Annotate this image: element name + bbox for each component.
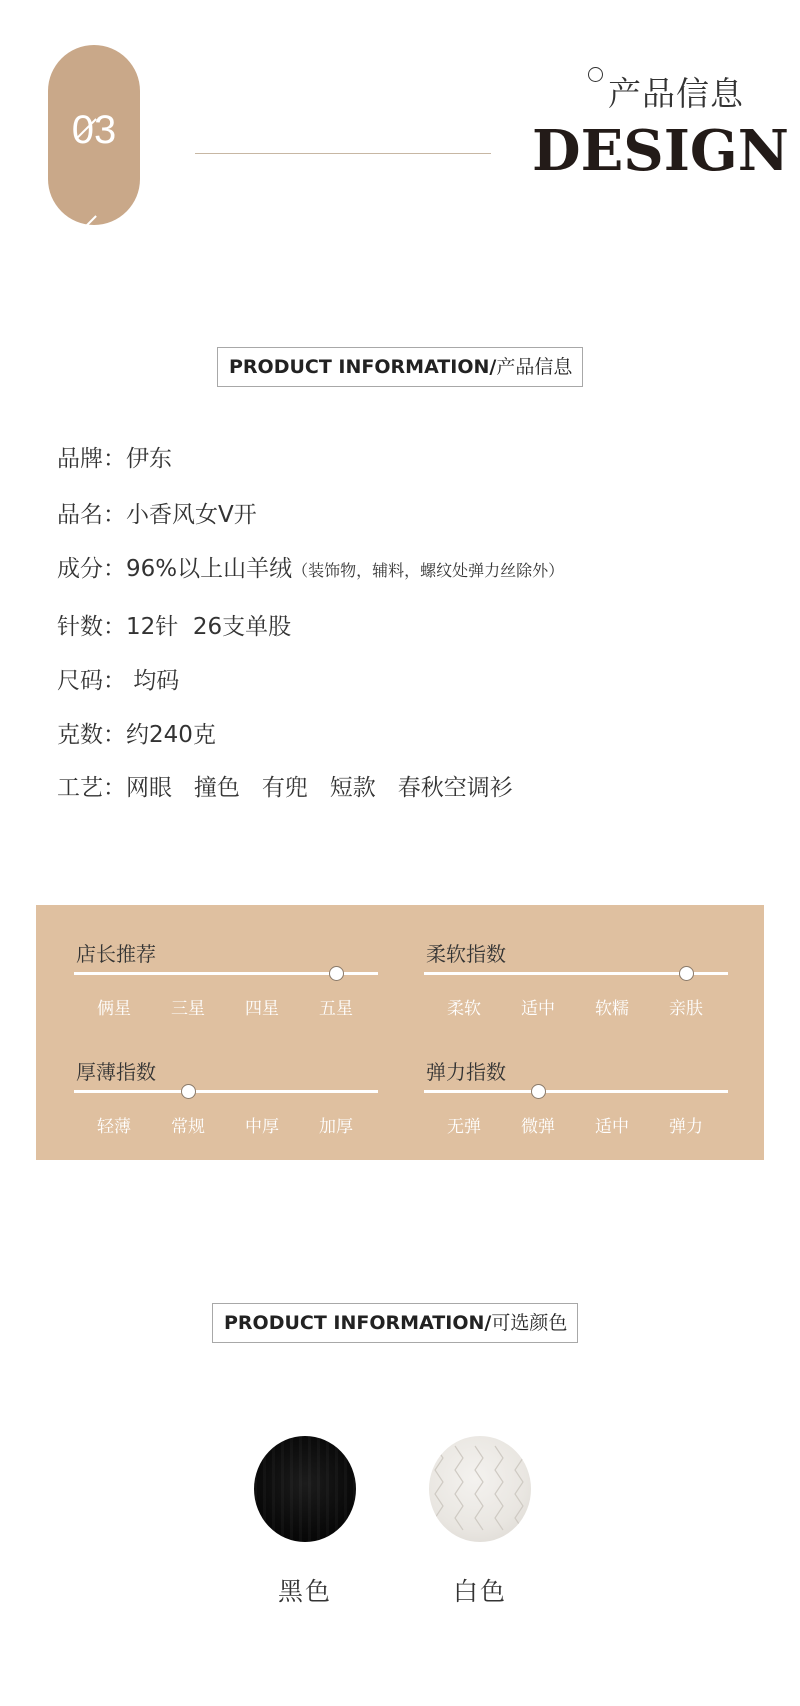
spec-value: 伊东 [126, 446, 172, 472]
spec-composition [57, 550, 564, 583]
header-divider [195, 153, 491, 154]
index-knob [679, 966, 694, 981]
index-knob [329, 966, 344, 981]
index-title: 店长推荐 [76, 942, 156, 966]
color-swatch-white [429, 1436, 531, 1542]
section-title-cn: 可选颜色 [491, 1312, 568, 1334]
section-title-product-info [217, 347, 583, 387]
index-knob [181, 1084, 196, 1099]
circle-icon [588, 67, 603, 82]
spec-craft [57, 769, 513, 802]
color-label: 黑色 [277, 1577, 332, 1606]
index-option: 四星 [245, 999, 279, 1019]
spec-value: 96%以上山羊绒 [126, 556, 293, 582]
section-title-en: PRODUCT INFORMATION/ [224, 1312, 492, 1334]
spec-value: 12针 26支单股 [126, 614, 292, 640]
index-option: 常规 [171, 1117, 205, 1137]
spec-value: 小香风女V开 [126, 502, 257, 528]
index-option: 柔软 [447, 999, 481, 1019]
index-softness [424, 938, 728, 1028]
spec-note: （装饰物，辅料，螺纹处弹力丝除外） [292, 561, 565, 580]
index-elasticity [424, 1056, 728, 1146]
spec-needle-count [57, 608, 291, 641]
spec-key: 品牌： [57, 446, 126, 472]
index-title: 柔软指数 [426, 942, 506, 966]
spec-value: 约240克 [126, 722, 216, 748]
index-option: 亲肤 [669, 999, 703, 1019]
index-option: 五星 [319, 999, 353, 1019]
color-label: 白色 [452, 1577, 507, 1606]
index-option: 适中 [595, 1117, 629, 1137]
index-option: 微弹 [521, 1117, 555, 1137]
spec-size [57, 662, 179, 695]
index-option: 无弹 [447, 1117, 481, 1137]
index-knob [531, 1084, 546, 1099]
index-option: 弹力 [669, 1117, 703, 1137]
header-title-cn: 产品信息 [608, 74, 744, 113]
section-title-colors [212, 1303, 578, 1343]
knit-texture [429, 1436, 531, 1542]
index-option: 中厚 [245, 1117, 279, 1137]
spec-key: 针数： [57, 614, 126, 640]
index-option: 三星 [171, 999, 205, 1019]
slash-decoration [77, 215, 96, 234]
index-track [74, 1090, 378, 1093]
index-option: 软糯 [595, 999, 629, 1019]
section-number-badge [48, 45, 140, 225]
spec-key: 工艺： [57, 775, 126, 801]
spec-weight [57, 716, 216, 749]
index-panel [36, 905, 764, 1160]
spec-value: 网眼 撞色 有兜 短款 春秋空调衫 [126, 775, 513, 801]
spec-key: 克数： [57, 722, 126, 748]
section-number: 03 [71, 108, 117, 152]
spec-key: 成分： [57, 556, 126, 582]
section-title-en: PRODUCT INFORMATION/ [229, 356, 497, 378]
index-option: 加厚 [319, 1117, 353, 1137]
index-title: 弹力指数 [426, 1060, 506, 1084]
spec-value: 均码 [126, 668, 180, 694]
index-option: 轻薄 [97, 1117, 131, 1137]
header-title-en: DESIGN [532, 118, 789, 184]
color-swatch-black [254, 1436, 356, 1542]
spec-product-name [57, 496, 257, 529]
index-track [424, 1090, 728, 1093]
spec-key: 品名： [57, 502, 126, 528]
spec-brand [57, 440, 172, 473]
index-thickness [74, 1056, 378, 1146]
index-title: 厚薄指数 [76, 1060, 156, 1084]
index-option: 适中 [521, 999, 555, 1019]
section-title-cn: 产品信息 [496, 356, 573, 378]
index-option: 俩星 [97, 999, 131, 1019]
index-recommend [74, 938, 378, 1028]
spec-key: 尺码： [57, 668, 126, 694]
